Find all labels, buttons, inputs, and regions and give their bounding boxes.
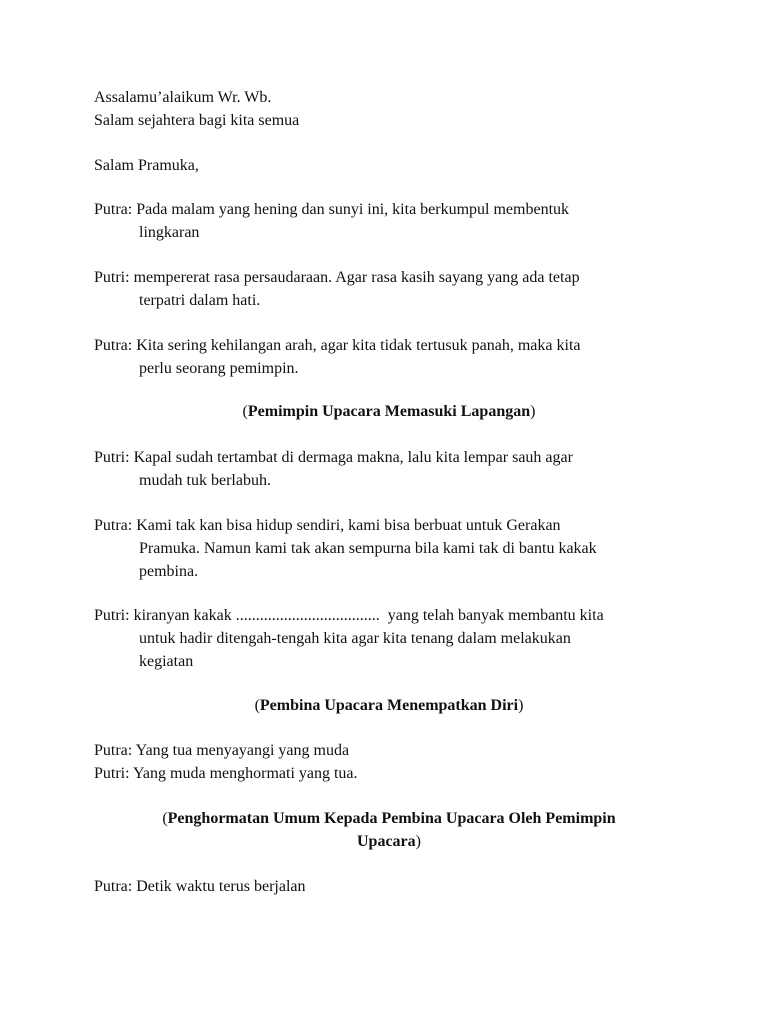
stage-direction-text: Pembina Upacara Menempatkan Diri: [259, 697, 519, 714]
stage-direction: (Pemimpin Upacara Memasuki Lapangan): [242, 403, 536, 420]
stage-direction-text: Upacara: [357, 833, 416, 850]
dialog-line: Putra: Pada malam yang hening dan sunyi ini, kita berkumpul membentuk: [94, 201, 570, 218]
dialog-line: untuk hadir ditengah-tengah kita agar kita tenang dalam melakukan: [139, 630, 571, 647]
dialog-line: Pramuka. Namun kami tak akan sempurna bila kami tak di bantu kakak: [139, 540, 597, 557]
stage-direction-text: Pemimpin Upacara Memasuki Lapangan: [247, 403, 531, 420]
stage-direction: (Pembina Upacara Menempatkan Diri): [254, 697, 524, 714]
dialog-line: Putri: Yang muda menghormati yang tua.: [94, 765, 358, 782]
dialog-paragraph: [94, 266, 684, 312]
greeting-line: Salam Pramuka,: [94, 157, 199, 174]
dialog-paragraph: [94, 198, 684, 244]
dialog-line: kegiatan: [139, 653, 194, 670]
dialog-line: Putri: mempererat rasa persaudaraan. Agar rasa kasih sayang yang ada tetap: [94, 269, 580, 286]
greeting-line: Salam sejahtera bagi kita semua: [94, 112, 300, 129]
dialog-paragraph: [94, 446, 684, 492]
dialog-paragraph: [94, 334, 684, 380]
dialog-paragraph: [94, 514, 684, 583]
dialog-line: lingkaran: [139, 224, 200, 241]
dialog-line: Putra: Kami tak kan bisa hidup sendiri, kami bisa berbuat untuk Gerakan: [94, 517, 561, 534]
dialog-line: mudah tuk berlabuh.: [139, 472, 271, 489]
stage-direction: (Penghormatan Umum Kepada Pembina Upacara Oleh Pemimpin Upacara): [162, 810, 616, 850]
dialog-paragraph: [94, 604, 684, 673]
dialog-line: pembina.: [139, 563, 199, 580]
dialog-line: Putri: Kapal sudah tertambat di dermaga makna, lalu kita lempar sauh agar: [94, 449, 573, 466]
dialog-line: Putra: Yang tua menyayangi yang muda: [94, 742, 350, 759]
greeting-line: Assalamu’alaikum Wr. Wb.: [94, 89, 272, 106]
dialog-line: Putra: Detik waktu terus berjalan: [94, 878, 306, 895]
dialog-line: Putri: kiranyan kakak .................................... yang telah banyak membantu kita: [94, 607, 604, 624]
dialog-line: terpatri dalam hati.: [139, 292, 261, 309]
dialog-line: Putra: Kita sering kehilangan arah, agar kita tidak tertusuk panah, maka kita: [94, 337, 581, 354]
dialog-line: perlu seorang pemimpin.: [139, 360, 299, 377]
stage-direction-text: Penghormatan Umum Kepada Pembina Upacara Oleh Pemimpin: [167, 810, 616, 827]
